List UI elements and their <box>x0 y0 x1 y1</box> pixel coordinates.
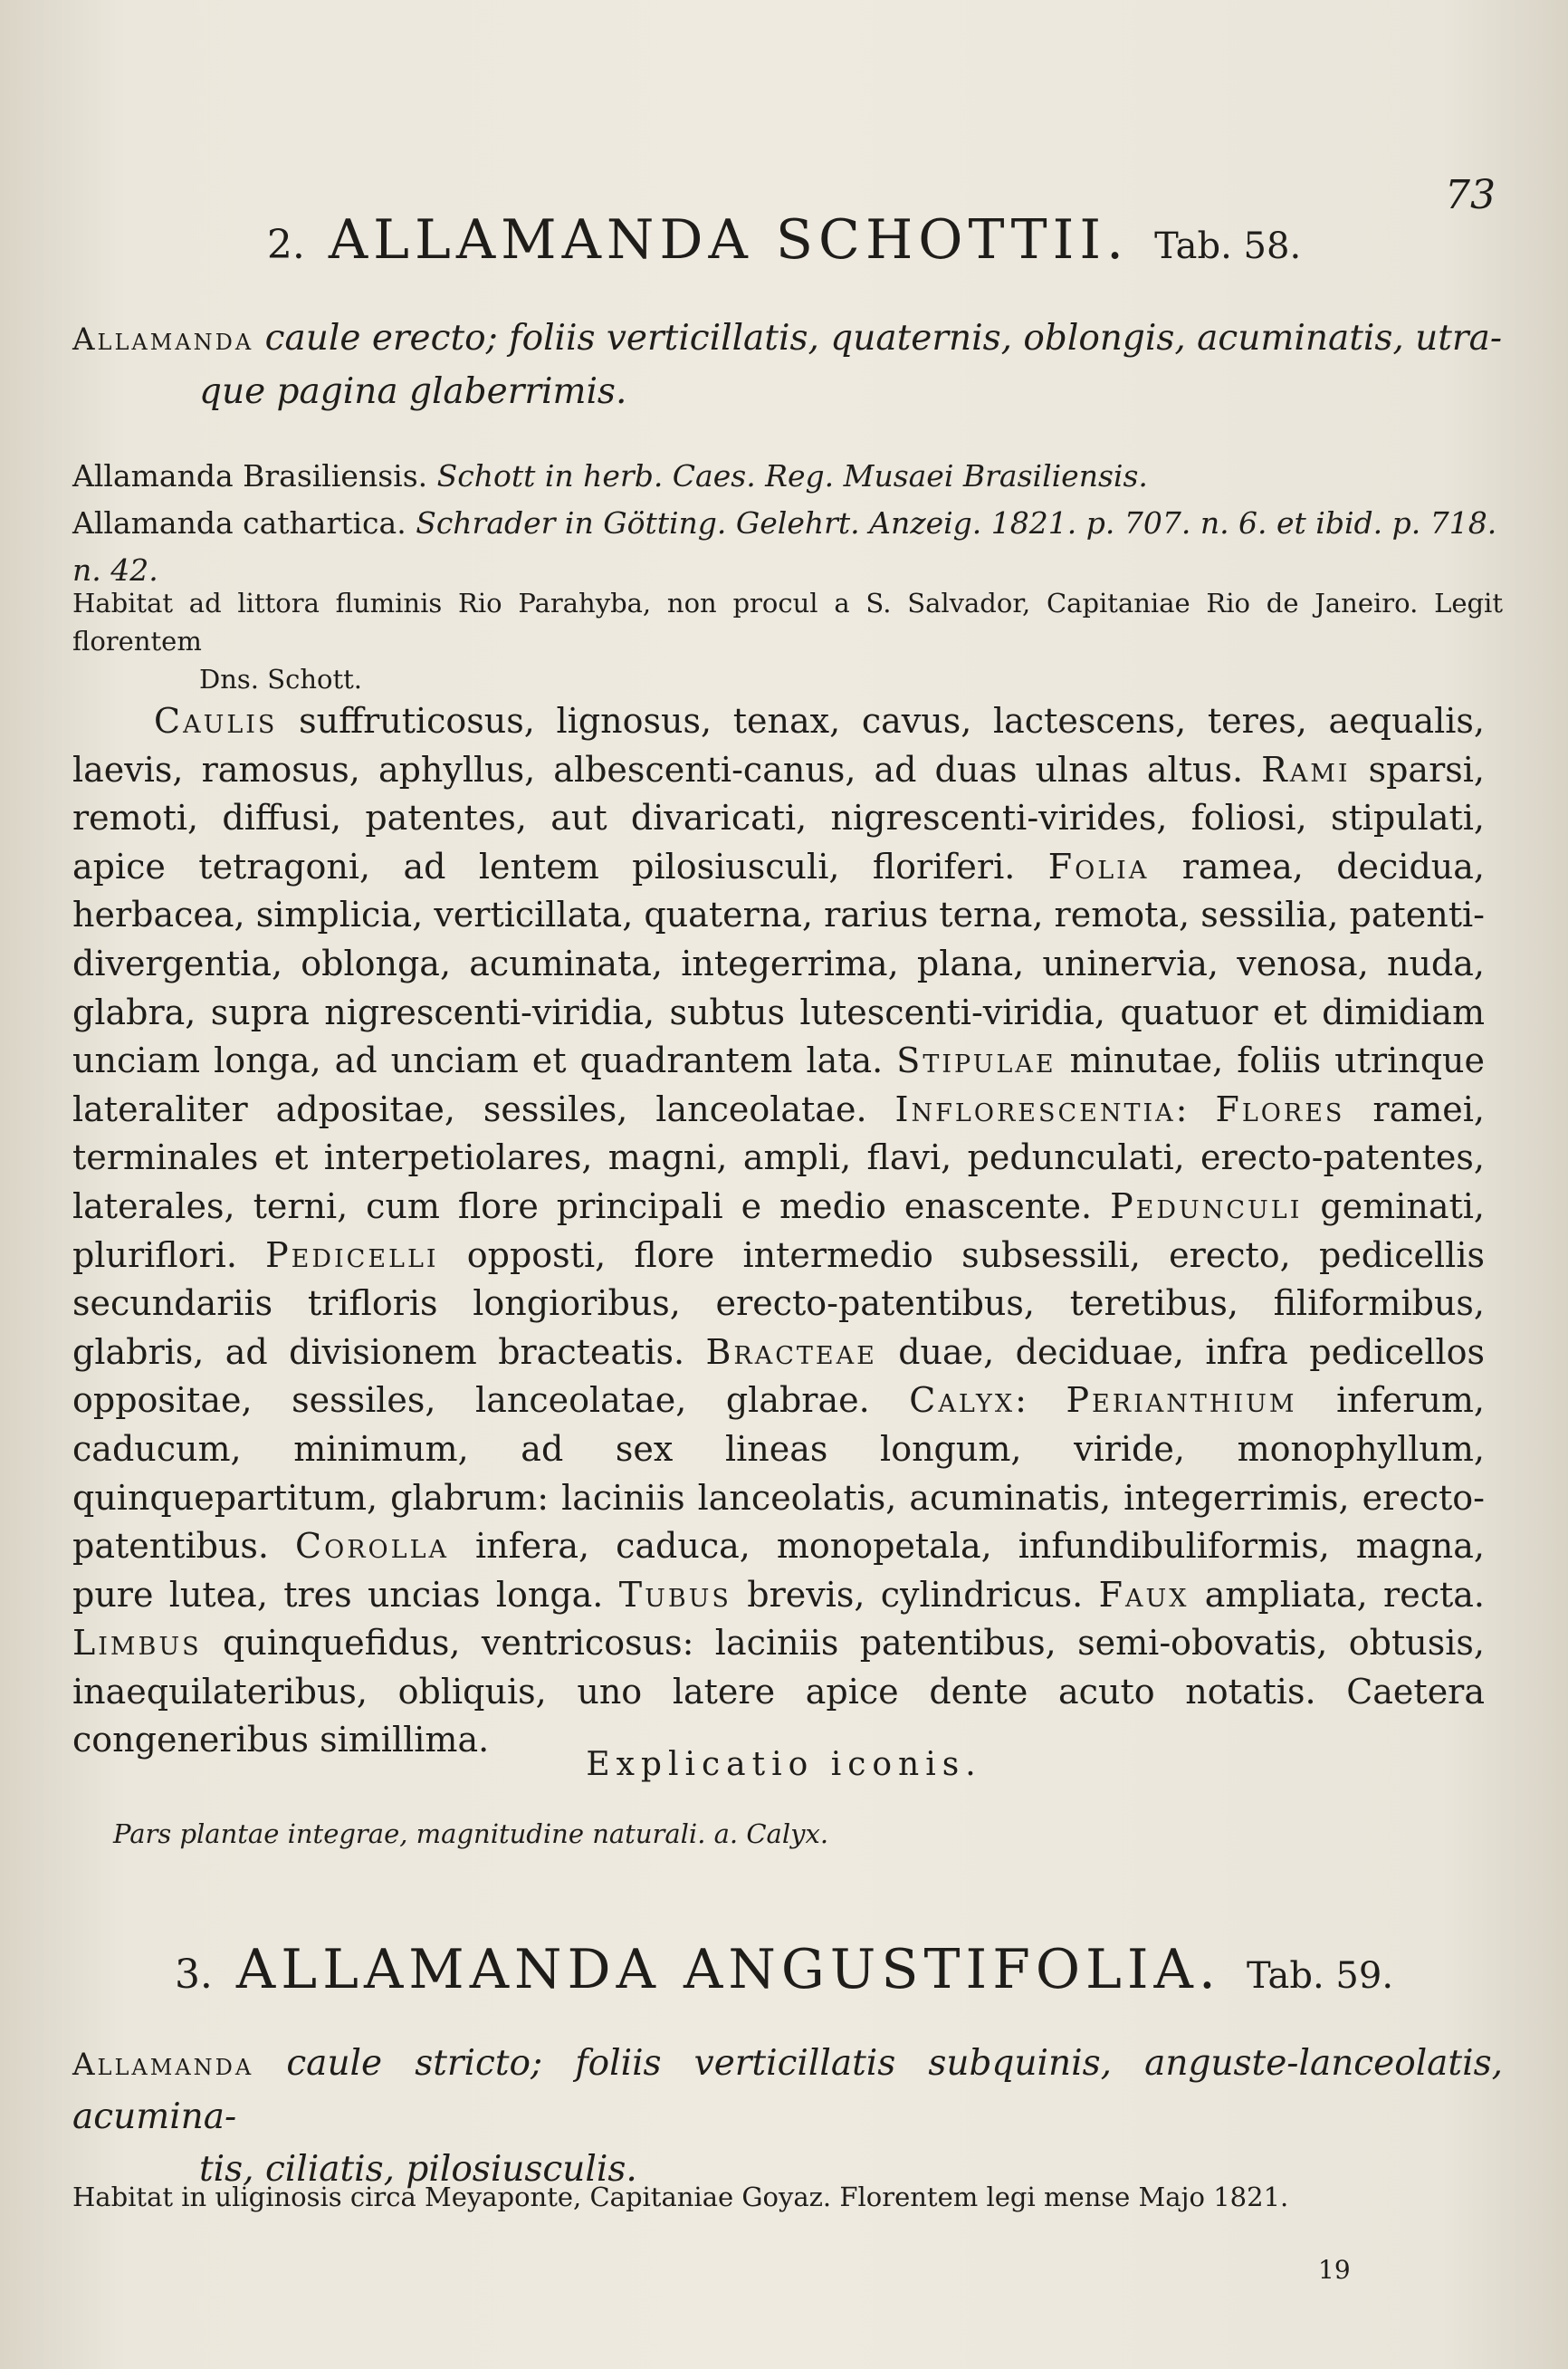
synonym-name: Allamanda cathartica. <box>72 505 406 541</box>
species-name: ALLAMANDA SCHOTTII. <box>328 208 1130 272</box>
habitat-angustifolia: Habitat in uliginosis circa Meyaponte, Capitaniae Goyaz. Florentem legi mense Majo 1821. <box>72 2182 1289 2212</box>
explicatio-text: Pars plantae integrae, magnitudine naturali. a. Calyx. <box>113 1818 829 1849</box>
description-text: : <box>1015 1380 1066 1421</box>
species-name: ALLAMANDA ANGUSTIFOLIA. <box>235 1938 1221 2001</box>
habitat-line: Habitat ad littora fluminis Rio Parahyba, non procul a S. Salvador, Capitaniae Rio de Janeiro. Legit florentem <box>72 588 1503 657</box>
description-term: Calyx <box>909 1380 1016 1421</box>
diagnosis-angustifolia <box>72 2038 1503 2196</box>
description-term: Perianthium <box>1066 1380 1297 1421</box>
habitat-schottii <box>72 584 1503 698</box>
description-term: Caulis <box>154 701 278 741</box>
synonym-entry <box>72 500 1503 594</box>
description-paragraph <box>72 697 1485 1765</box>
species-heading-angustifolia <box>0 1938 1568 2001</box>
description-term: Rami <box>1261 749 1351 790</box>
plate-reference: Tab. 58. <box>1154 225 1302 267</box>
signature-mark: 19 <box>1318 2255 1351 2285</box>
description-text: minutae, foliis utrinque lateraliter adpositae, sessiles, lanceolatae. <box>72 1041 1485 1129</box>
description-text: sparsi, remoti, diffusi, patentes, aut divaricati, nigrescenti-virides, foliosi, stipulati, apice tetragoni, ad lentem pilosiusculi, floriferi. <box>72 749 1485 887</box>
description-text: : <box>1175 1089 1216 1129</box>
synonym-reference: Schrader in Götting. Gelehrt. Anzeig. 1821. p. 707. n. 6. et ibid. p. 718. n. 42. <box>72 505 1497 588</box>
species-heading-schottii <box>0 208 1568 272</box>
habitat-line: Dns. Schott. <box>199 664 363 695</box>
synonym-reference: Schott in herb. Caes. Reg. Musaei Brasiliensis. <box>436 458 1148 494</box>
plate-reference: Tab. 59. <box>1246 1955 1394 1997</box>
species-number: 2. <box>266 222 305 268</box>
description-text: infera, caduca, monopetala, infundibuliformis, magna, pure lutea, tres uncias longa. <box>72 1526 1485 1615</box>
description-term: Folia <box>1047 846 1150 887</box>
description-text: suffruticosus, lignosus, tenax, cavus, lactescens, teres, aequalis, laevis, ramosus, aphyllus, albescenti-canus, ad duas ulnas altus. <box>72 701 1485 790</box>
synonymy-list <box>72 453 1503 594</box>
description-term: Bracteae <box>705 1331 877 1372</box>
description-term: Inflorescentia <box>894 1089 1176 1129</box>
description-term: Corolla <box>295 1526 450 1567</box>
synonym-entry <box>72 453 1503 500</box>
description-text: ramea, decidua, herbacea, simplicia, verticillata, quaterna, rarius terna, remota, sessilia, patenti-divergentia, oblonga, acuminata, integerrima, plana, uninervia, venosa, nuda, glabra, supra nigrescenti-viridia, subtus lutescenti-viridia, quatuor et dimidiam unciam longa, ad unciam et quadrantem lata. <box>72 846 1485 1081</box>
description-term: Flores <box>1215 1089 1345 1129</box>
species-number: 3. <box>174 1952 213 1998</box>
description-term: Limbus <box>72 1623 202 1664</box>
description-term: Stipulae <box>896 1041 1056 1081</box>
page-number: 73 <box>1445 172 1496 218</box>
synonym-name: Allamanda Brasiliensis. <box>72 458 428 494</box>
diagnosis-line: tis, ciliatis, pilosiusculis. <box>199 2149 637 2190</box>
description-text: opposti, flore intermedio subsessili, erecto, pedicellis secundariis trifloris longioribus, erecto-patentibus, teretibus, filiformibus, glabris, ad divisionem bracteatis. <box>72 1234 1485 1372</box>
description-text: geminati, pluriflori. <box>72 1185 1485 1275</box>
description-text: ampliata, recta. <box>1189 1574 1485 1615</box>
description-text: quinquefidus, ventricosus: laciniis patentibus, semi-obovatis, obtusis, inaequilateribus, obliquis, uno latere apice dente acuto notatis. Caetera congeneribus simillima. <box>72 1623 1485 1760</box>
diagnosis-line: caule erecto; foliis verticillatis, quaternis, oblongis, acuminatis, utra- <box>264 318 1503 359</box>
diagnosis-genus: Allamanda <box>72 321 254 358</box>
description-term: Pedunculi <box>1110 1185 1303 1226</box>
description-text: ramei, terminales et interpetiolares, magni, ampli, flavi, pedunculati, erecto-patentes, laterales, terni, cum flore principali e medio enascente. <box>72 1089 1485 1226</box>
description-term: Faux <box>1098 1574 1190 1615</box>
diagnosis-schottii <box>72 312 1503 418</box>
description-text: duae, deciduae, infra pedicellos oppositae, sessiles, lanceolatae, glabrae. <box>72 1331 1485 1421</box>
explicatio-heading: Explicatio iconis. <box>586 1746 982 1783</box>
description-text: inferum, caducum, minimum, ad sex lineas longum, viride, monophyllum, quinquepartitum, glabrum: laciniis lanceolatis, acuminatis, integerrimis, erecto-patentibus. <box>72 1380 1485 1567</box>
diagnosis-line: caule stricto; foliis verticillatis subquinis, anguste-lanceolatis, acumina- <box>72 2043 1503 2137</box>
description-term: Tubus <box>618 1574 731 1615</box>
description-term: Pedicelli <box>265 1234 439 1275</box>
diagnosis-genus: Allamanda <box>72 2047 254 2083</box>
diagnosis-line: que pagina glaberrimis. <box>199 371 627 412</box>
description-text: brevis, cylindricus. <box>731 1574 1099 1615</box>
